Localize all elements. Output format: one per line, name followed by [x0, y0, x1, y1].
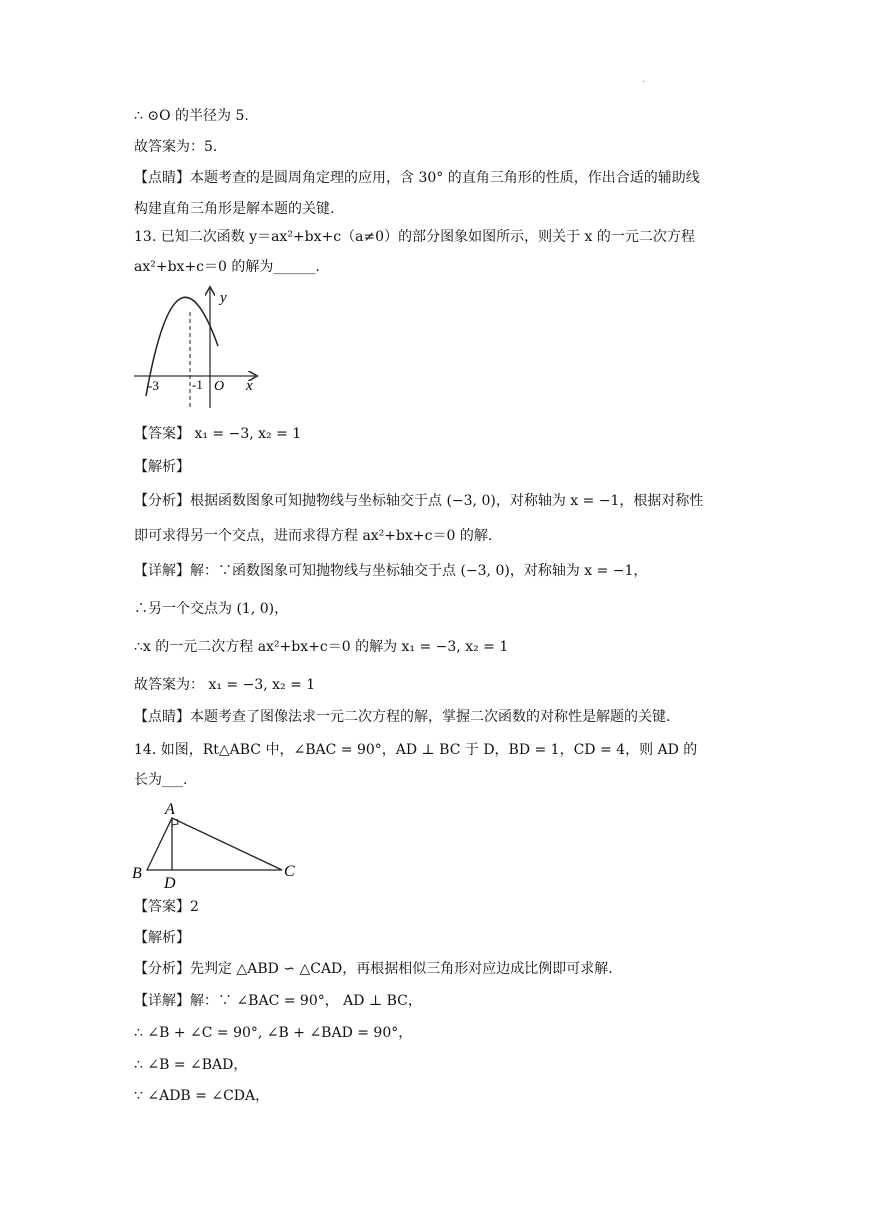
detail-14-line-3: ∴ ∠B = ∠BAD，	[134, 1057, 248, 1073]
origin-label: O	[214, 379, 225, 394]
label-a: A	[165, 801, 175, 818]
detail-14-line-1: 【详解】解：∵ ∠BAC = 90°， AD ⊥ BC，	[134, 993, 422, 1009]
answer-13: 【答案】 x₁ = −3, x₂ = 1	[134, 426, 302, 442]
x-axis-label: x	[246, 378, 253, 394]
tick-label-neg3: -3	[148, 378, 159, 393]
analysis-heading-14: 【解析】	[134, 930, 190, 946]
detail-14-line-4: ∵ ∠ADB = ∠CDA，	[134, 1088, 270, 1104]
label-b: B	[132, 865, 142, 882]
page-dot: .	[642, 74, 646, 85]
question-13-line-1: 13. 已知二次函数 y＝ax²+bx+c（a≠0）的部分图象如图所示，则关于 x 的一元二次方程	[134, 229, 695, 245]
detail-14-line-2: ∴ ∠B + ∠C = 90°, ∠B + ∠BAD = 90°，	[134, 1025, 413, 1041]
label-c: C	[284, 863, 295, 880]
y-axis-label: y	[220, 290, 227, 306]
detail-13-line-4: 故答案为： x₁ = −3, x₂ = 1	[134, 677, 316, 693]
detail-13-line-3: ∴x 的一元二次方程 ax²+bx+c＝0 的解为 x₁ = −3, x₂ = 1	[134, 639, 509, 655]
text-line-4: 构建直角三角形是解本题的关键.	[134, 201, 335, 217]
text-line-1: ∴ ⊙O 的半径为 5.	[134, 108, 249, 124]
note-13: 【点睛】本题考查了图像法求一元二次方程的解，掌握二次函数的对称性是解题的关键.	[134, 709, 671, 725]
text-line-2: 故答案为：5.	[134, 139, 218, 155]
text-line-3: 【点睛】本题考查的是圆周角定理的应用，含 30° 的直角三角形的性质，作出合适的辅助线	[134, 170, 700, 186]
analysis-13-line-1: 【分析】根据函数图象可知抛物线与坐标轴交于点 (−3, 0)，对称轴为 x = −1，根据对称性	[134, 493, 704, 509]
answer-14: 【答案】2	[134, 899, 199, 915]
label-d: D	[164, 875, 176, 892]
parabola-figure	[132, 284, 262, 412]
question-14-line-1: 14. 如图，Rt△ABC 中，∠BAC = 90°，AD ⊥ BC 于 D，BD = 1，CD = 4，则 AD 的	[134, 742, 698, 758]
question-14-line-2: 长为___.	[134, 772, 188, 788]
analysis-13-line-2: 即可求得另一个交点，进而求得方程 ax²+bx+c＝0 的解.	[134, 528, 493, 544]
tick-label-neg1: -1	[192, 377, 203, 392]
analysis-14: 【分析】先判定 △ABD ∽ △CAD，再根据相似三角形对应边成比例即可求解.	[134, 961, 613, 977]
detail-13-line-2: ∴另一个交点为 (1, 0)，	[134, 601, 289, 617]
question-13-line-2: ax²+bx+c＝0 的解为______.	[134, 259, 320, 275]
triangle-abc	[147, 818, 282, 870]
triangle-figure	[130, 798, 302, 894]
analysis-heading-13: 【解析】	[134, 459, 190, 475]
detail-13-line-1: 【详解】解：∵函数图象可知抛物线与坐标轴交于点 (−3, 0)，对称轴为 x = −1，	[134, 563, 648, 579]
